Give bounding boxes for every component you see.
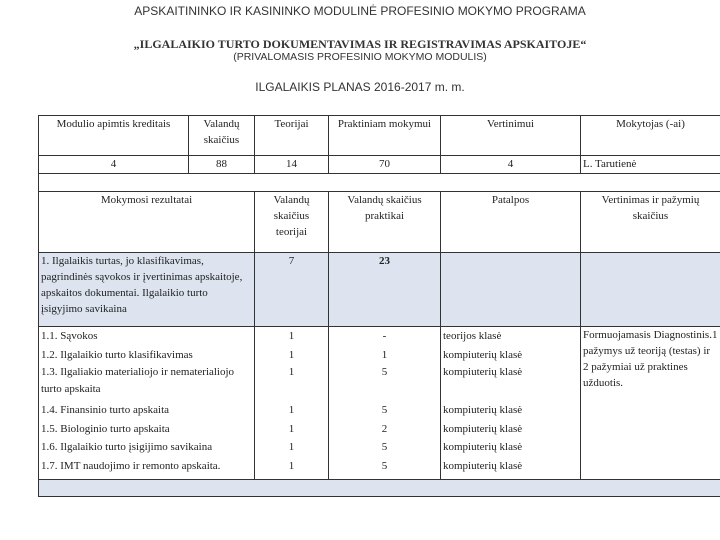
topic-theory: 1 [288, 330, 295, 342]
summary-header-row [39, 116, 720, 156]
result-practice: 23 [329, 253, 441, 327]
topic-practice: 5 [381, 441, 388, 453]
topic-practice: - [382, 330, 387, 342]
value-evaluation: 4 [441, 156, 581, 174]
value-teacher: L. Tarutienė [581, 156, 720, 174]
topic-rooms [441, 327, 581, 480]
topic-names [39, 327, 255, 480]
result-room [441, 253, 581, 327]
topic-practice: 2 [381, 422, 388, 435]
value-theory: 14 [255, 156, 329, 174]
topic-practice: 1 [381, 348, 388, 361]
topic-practice-hours [329, 327, 441, 480]
header-practice-hours: Valandų skaičius praktikai [329, 192, 441, 253]
topic-room: kompiuterių klasė [443, 441, 523, 453]
topic-name: 1.2. Ilgalaikio turto klasifikavimas [41, 348, 193, 361]
header-learning-results: Mokymosi rezultatai [39, 192, 255, 253]
header-teacher: Mokytojas (-ai) [581, 116, 720, 156]
value-hours: 88 [189, 156, 255, 174]
spacer-cell [39, 174, 720, 192]
topic-room: teorijos klasė [443, 330, 502, 342]
result-row [39, 253, 720, 327]
result-theory: 7 [255, 253, 329, 327]
header-credits: Modulio apimtis kreditais [39, 116, 189, 156]
topic-name: 1.4. Finansinio turto apskaita [41, 404, 170, 416]
plan-title: ILGALAIKIS PLANAS 2016-2017 m. m. [255, 80, 465, 94]
topic-theory: 1 [288, 404, 295, 416]
topic-theory: 1 [288, 366, 295, 378]
header-hours: Valandų skaičius [189, 116, 255, 156]
bottom-row [39, 480, 720, 497]
topic-room: kompiuterių klasė [443, 404, 523, 416]
header-rooms: Patalpos [441, 192, 581, 253]
summary-value-row [39, 156, 720, 174]
topic-room: kompiuterių klasė [443, 348, 523, 361]
topic-name: 1.7. IMT naudojimo ir remonto apskaita. [41, 459, 221, 472]
topic-theory-hours [255, 327, 329, 480]
value-credits: 4 [39, 156, 189, 174]
spacer-row [39, 174, 720, 192]
module-title: „ILGALAIKIO TURTO DOKUMENTAVIMAS IR REGISTRAVIMAS APSKAITOJE“ [133, 37, 587, 51]
topic-name: 1.5. Biologinio turto apskaita [41, 422, 170, 435]
topic-theory: 1 [288, 459, 295, 472]
topic-name: 1.6. Ilgalaikio turto įsigijimo savikaina [41, 441, 213, 453]
topic-room: kompiuterių klasė [443, 459, 523, 472]
assessment-text: Formuojamasis Diagnostinis.1 pažymys už teoriją (testas) ir 2 pažymiai už praktines užduotis. [581, 327, 720, 480]
header-theory: Teorijai [255, 116, 329, 156]
topic-practice: 5 [381, 404, 388, 416]
plan-table [38, 115, 720, 497]
value-practice: 70 [329, 156, 441, 174]
topic-theory: 1 [288, 348, 295, 361]
topic-theory: 1 [288, 422, 295, 435]
module-type: (PRIVALOMASIS PROFESINIO MOKYMO MODULIS) [233, 51, 487, 63]
topic-room: kompiuterių klasė [443, 366, 523, 378]
topic-practice: 5 [381, 459, 388, 472]
results-header-row [39, 192, 720, 253]
header-evaluation: Vertinimui [441, 116, 581, 156]
program-title: APSKAITININKO IR KASININKO MODULINĖ PROFESINIO MOKYMO PROGRAMA [134, 4, 586, 18]
result-text: 1. Ilgalaikis turtas, jo klasifikavimas, pagrindinės sąvokos ir įvertinimas apskaitoje, apskaitos dokumentai. Ilgalaikio turto įsigyjimo savikaina [39, 253, 255, 327]
header-assessment: Vertinimas ir pažymių skaičius [581, 192, 720, 253]
header-theory-hours: Valandų skaičius teorijai [255, 192, 329, 253]
topic-theory: 1 [288, 441, 295, 453]
result-assessment [581, 253, 720, 327]
topics-row [39, 327, 720, 480]
topic-practice: 5 [381, 366, 388, 378]
bottom-cell [39, 480, 720, 497]
topic-name: 1.1. Sąvokos [41, 330, 98, 342]
topic-name: 1.3. Ilgaliakio materialiojo ir nematerialiojo turto apskaita [41, 366, 235, 395]
header-practice: Praktiniam mokymui [329, 116, 441, 156]
topic-room: kompiuterių klasė [443, 422, 523, 435]
